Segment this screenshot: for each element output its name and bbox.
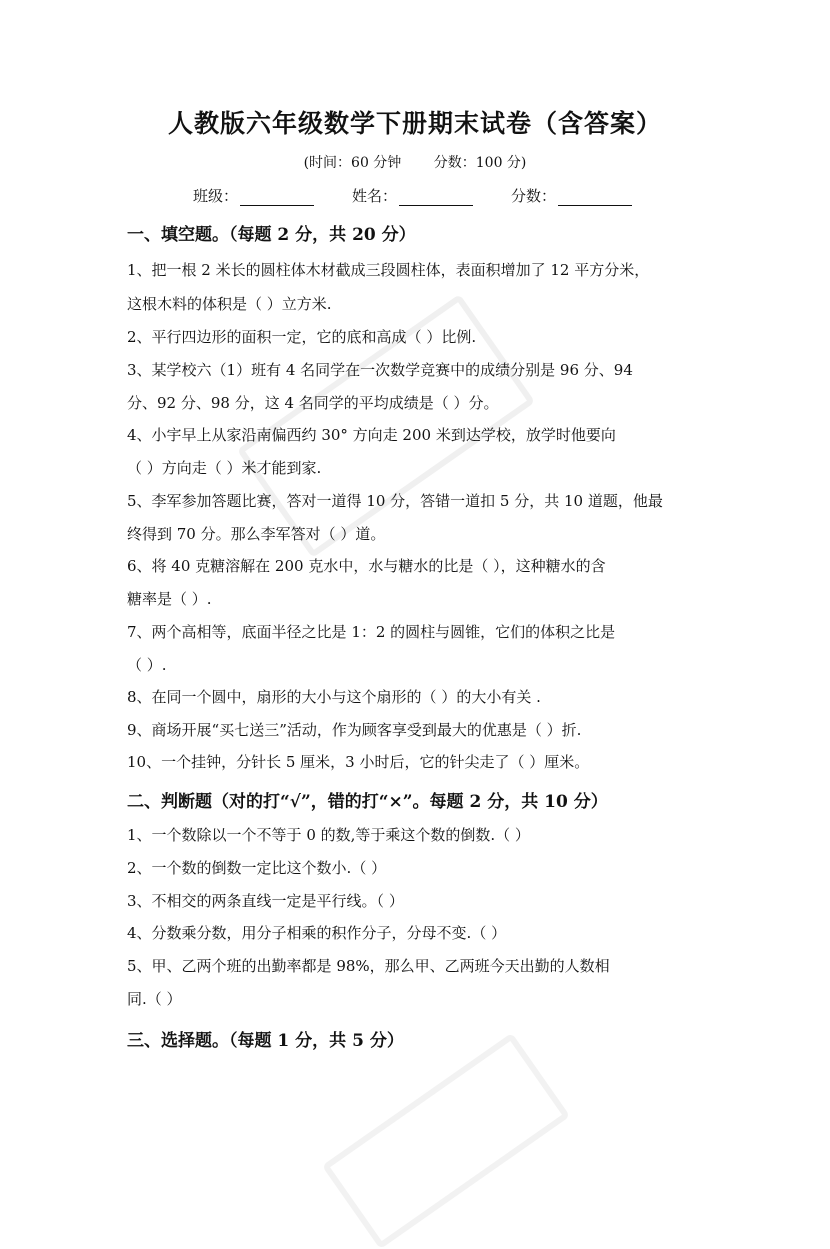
question-line: 同.（ ） (127, 990, 182, 1008)
class-label: 班级： (193, 187, 239, 205)
name-field (352, 185, 473, 206)
question-line: 4、分数乘分数，用分子相乘的积作分子，分母不变.（ ） (127, 924, 507, 942)
score-blank (558, 189, 632, 206)
question-line: 7、两个高相等，底面半径之比是 1：2 的圆柱与圆锥，它们的体积之比是 (127, 623, 616, 641)
name-blank (399, 189, 473, 206)
question-line: 糖率是（ ）. (127, 590, 212, 608)
class-blank (240, 189, 314, 206)
question-line: 分、92 分、98 分，这 4 名同学的平均成绩是（ ）分。 (127, 394, 499, 412)
question-line: 5、李军参加答题比赛，答对一道得 10 分，答错一道扣 5 分，共 10 道题，他最 (127, 492, 663, 510)
question-line: 9、商场开展“买七送三”活动，作为顾客享受到最大的优惠是（ ）折. (127, 721, 582, 739)
exam-time: (时间：60 分钟 (303, 155, 402, 171)
question-line: 4、小宇早上从家沿南偏西约 30° 方向走 200 米到达学校，放学时他要向 (127, 426, 616, 444)
question-line: 5、甲、乙两个班的出勤率都是 98%，那么甲、乙两班今天出勤的人数相 (127, 957, 610, 975)
section-multiple-choice-heading: 三、选择题。（每题 1 分，共 5 分） (127, 1031, 404, 1051)
page-title: 人教版六年级数学下册期末试卷（含答案） (167, 109, 662, 138)
section-fill-in-heading: 一、填空题。（每题 2 分，共 20 分） (127, 225, 416, 245)
question-line: 6、将 40 克糖溶解在 200 克水中，水与糖水的比是（ ），这种糖水的含 (127, 557, 606, 575)
question-line: 10、一个挂钟，分针长 5 厘米，3 小时后，它的针尖走了（ ）厘米。 (127, 753, 590, 771)
student-info-line (193, 185, 713, 206)
question-line: （ ）. (127, 656, 167, 674)
class-field (193, 185, 314, 206)
question-line: 终得到 70 分。那么李军答对（ ）道。 (127, 525, 386, 543)
question-line: 3、某学校六（1）班有 4 名同学在一次数学竞赛中的成绩分别是 96 分、94 (127, 361, 633, 379)
question-line: 3、不相交的两条直线一定是平行线。（ ） (127, 892, 404, 910)
name-label: 姓名： (352, 187, 398, 205)
question-line: 1、把一根 2 米长的圆柱体木材截成三段圆柱体，表面积增加了 12 平方分米， (127, 261, 650, 279)
score-label: 分数： (511, 187, 557, 205)
question-line: 1、一个数除以一个不等于 0 的数,等于乘这个数的倒数.（ ） (127, 826, 530, 844)
exam-total-score: 分数：100 分) (433, 155, 527, 171)
score-field (511, 185, 632, 206)
exam-subtitle (0, 152, 830, 172)
question-line: 2、一个数的倒数一定比这个数小.（ ） (127, 859, 387, 877)
watermark-stamp-lower (322, 1033, 571, 1249)
section-true-false-heading: 二、判断题（对的打“√”，错的打“×”。每题 2 分，共 10 分） (127, 792, 608, 812)
question-line: 2、平行四边形的面积一定，它的底和高成（ ）比例. (127, 328, 477, 346)
question-line: （ ）方向走（ ）米才能到家. (127, 459, 322, 477)
question-line: 8、在同一个圆中，扇形的大小与这个扇形的（ ）的大小有关 . (127, 688, 541, 706)
question-line: 这根木料的体积是（ ）立方米. (127, 295, 332, 313)
